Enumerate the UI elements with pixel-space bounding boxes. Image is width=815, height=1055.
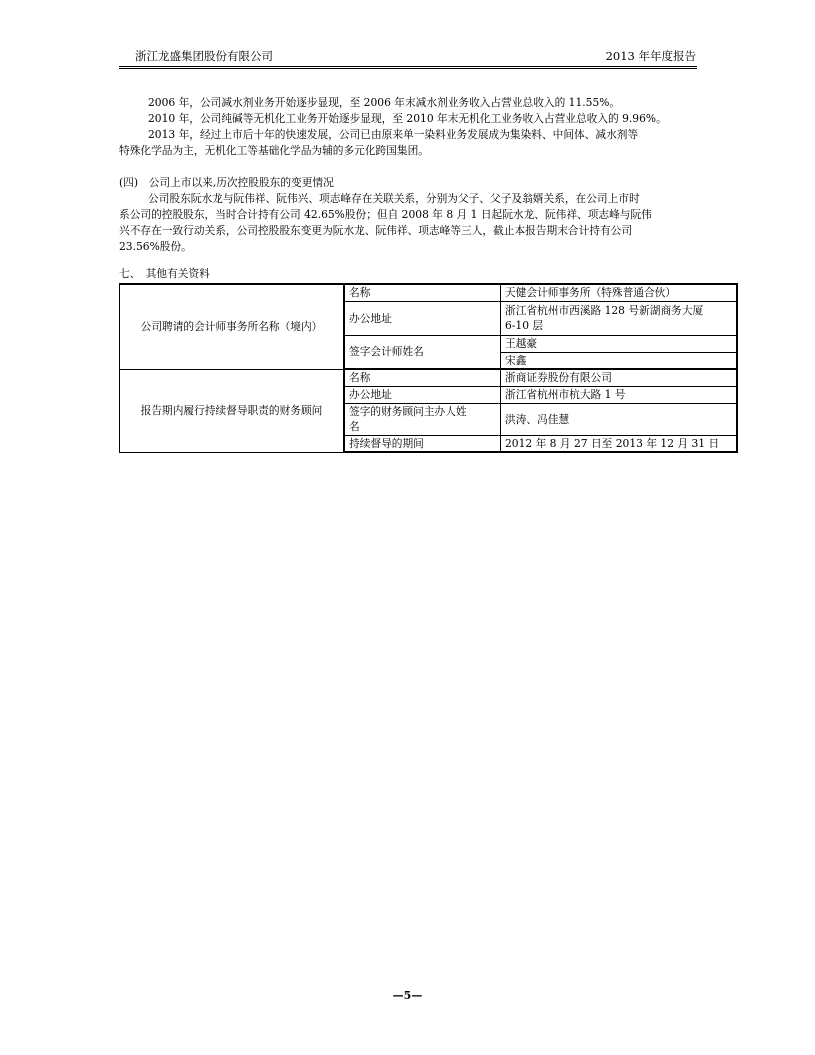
history-line-2013-cont: 特殊化学品为主，无机化工等基础化学品为辅的多元化跨国集团。 xyxy=(119,144,429,157)
auditor-signer-1: 王越豪 xyxy=(501,335,738,352)
advisor-signer-label-line2: 名 xyxy=(349,420,360,433)
section-4-line: 系公司的控股股东，当时合计持有公司 42.65%股份；但自 2008 年 8 月 1 日起阮水龙、阮伟祥、项志峰与阮伟 xyxy=(119,208,652,221)
advisor-name-value: 浙商证券股份有限公司 xyxy=(501,369,738,386)
auditor-signer-2: 宋鑫 xyxy=(501,352,738,369)
auditor-name-value: 天健会计师事务所（特殊普通合伙） xyxy=(501,284,738,301)
advisor-signer-label xyxy=(344,403,501,435)
auditor-address-line1: 浙江省杭州市西溪路 128 号新湖商务大厦 xyxy=(505,304,704,317)
auditor-address-value xyxy=(501,301,738,335)
section-7-heading: 七、 其他有关资料 xyxy=(119,267,210,280)
auditor-name-label: 名称 xyxy=(344,284,501,301)
section-4-line: 公司股东阮水龙与阮伟祥、阮伟兴、项志峰存在关联关系，分别为父子、父子及翁婿关系，在公司上市时 xyxy=(148,192,640,205)
history-paragraphs xyxy=(119,95,697,159)
auditor-signer-label: 签字会计师姓名 xyxy=(344,335,501,369)
history-line-2010: 2010 年，公司纯碱等无机化工业务开始逐步显现，至 2010 年末无机化工业务收入占营业总收入的 9.96%。 xyxy=(148,112,667,125)
header-company-name: 浙江龙盛集团股份有限公司 xyxy=(135,49,273,63)
history-line-2006: 2006 年，公司减水剂业务开始逐步显现，至 2006 年末减水剂业务收入占营业总收入的 11.55%。 xyxy=(148,96,621,109)
other-info-table xyxy=(119,283,738,453)
advisor-group-label: 报告期内履行持续督导职责的财务顾问 xyxy=(120,369,345,452)
advisor-period-value: 2012 年 8 月 27 日至 2013 年 12 月 31 日 xyxy=(501,435,738,452)
header-divider-secondary xyxy=(119,68,697,69)
advisor-address-label: 办公地址 xyxy=(344,386,501,403)
page-number: —5— xyxy=(392,989,423,1002)
advisor-signer-value: 洪涛、冯佳慧 xyxy=(501,403,738,435)
header-divider xyxy=(119,66,697,67)
auditor-address-line2: 6-10 层 xyxy=(505,319,544,332)
header-report-title: 2013 年年度报告 xyxy=(605,49,696,63)
advisor-period-label: 持续督导的期间 xyxy=(344,435,501,452)
advisor-address-value: 浙江省杭州市杭大路 1 号 xyxy=(501,386,738,403)
advisor-signer-label-line1: 签字的财务顾问主办人姓 xyxy=(349,405,467,418)
section-4-line: 兴不存在一致行动关系，公司控股股东变更为阮水龙、阮伟祥、项志峰等三人，截止本报告期末合计持有公司 xyxy=(119,224,633,237)
section-4 xyxy=(119,175,697,255)
advisor-name-label: 名称 xyxy=(344,369,501,386)
section-4-heading: (四) 公司上市以来,历次控股股东的变更情况 xyxy=(119,176,334,189)
auditor-address-label: 办公地址 xyxy=(344,301,501,335)
history-line-2013: 2013 年，经过上市后十年的快速发展，公司已由原来单一染料业务发展成为集染料、中间体、减水剂等 xyxy=(148,128,639,141)
section-4-line: 23.56%股份。 xyxy=(119,240,192,253)
auditor-group-label: 公司聘请的会计师事务所名称（境内） xyxy=(120,284,345,369)
